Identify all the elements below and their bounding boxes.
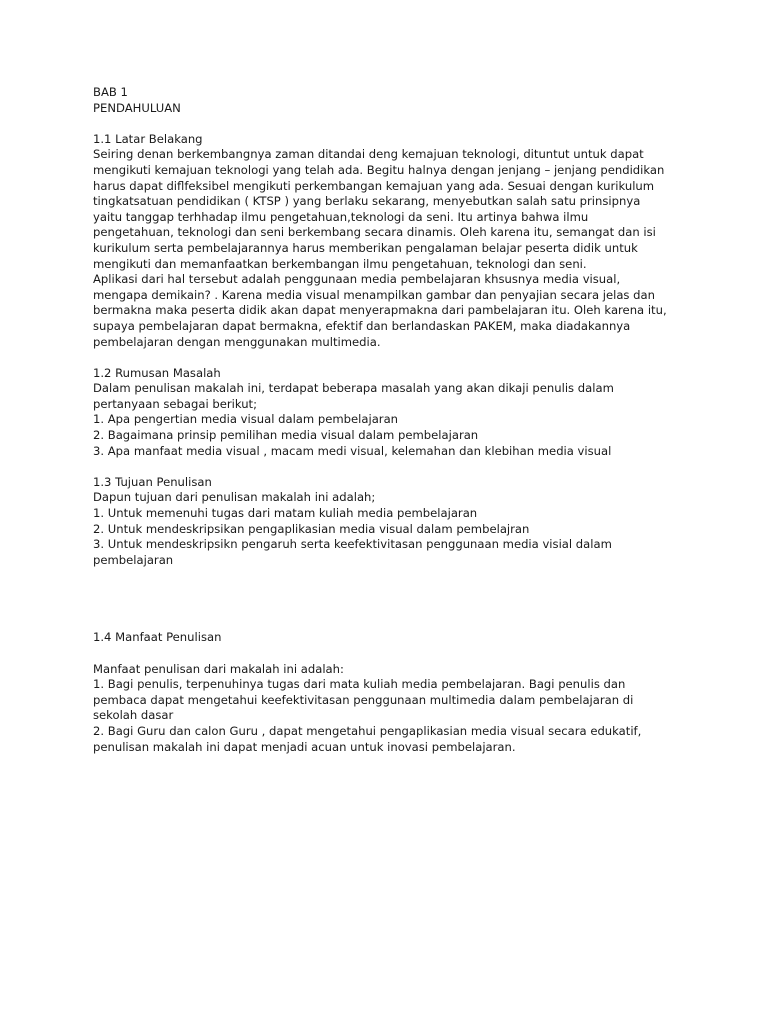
chapter-number: BAB 1 <box>93 85 128 99</box>
paragraph-line: mengikuti dan memanfaatkan berkembangan ilmu pengetahuan, teknologi dan seni. <box>93 256 587 271</box>
paragraph-line: kurikulum serta pembelajarannya harus memberikan pengalaman belajar peserta didik untuk <box>93 240 638 255</box>
section-heading-tujuan-penulisan: 1.3 Tujuan Penulisan <box>93 474 212 489</box>
list-item: 1. Untuk memenuhi tugas dari matam kuliah media pembelajaran <box>93 506 478 521</box>
paragraph-line: pembelajaran dengan menggunakan multimedia. <box>93 334 381 349</box>
list-item: 2. Bagi Guru dan calon Guru , dapat mengetahui pengaplikasian media visual secara edukatif, <box>93 723 642 738</box>
paragraph-line: Manfaat penulisan dari makalah ini adalah: <box>93 661 344 676</box>
paragraph-line: pengetahuan, teknologi dan seni berkembang secara dinamis. Oleh karena itu, semangat dan isi <box>93 225 656 240</box>
paragraph-line: Seiring denan berkembangnya zaman ditandai deng kemajuan teknologi, dituntut untuk dapat <box>93 147 644 162</box>
paragraph-line: mengikuti kemajuan teknologi yang telah ada. Begitu halnya dengan jenjang – jenjang pendidikan <box>93 162 665 177</box>
paragraph-line: pertanyaan sebagai berikut; <box>93 396 258 411</box>
spacer <box>93 350 683 366</box>
list-item: 3. Untuk mendeskripsikn pengaruh serta keefektivitasan penggunaan media visial dalam <box>93 537 612 552</box>
paragraph-line: supaya pembelajaran dapat bermakna, efektif dan berlandaskan PAKEM, maka diadakannya <box>93 318 631 333</box>
spacer <box>93 116 683 132</box>
list-item: sekolah dasar <box>93 708 174 723</box>
paragraph-line: Dalam penulisan makalah ini, terdapat beberapa masalah yang akan dikaji penulis dalam <box>93 381 614 396</box>
list-item: pembelajaran <box>93 552 174 567</box>
list-item: 1. Apa pengertian media visual dalam pembelajaran <box>93 412 399 427</box>
spacer <box>93 459 683 475</box>
spacer <box>93 646 683 662</box>
section-heading-latar-belakang: 1.1 Latar Belakang <box>93 131 203 146</box>
paragraph-line: yaitu tanggap terhhadap ilmu pengetahuan,teknologi da seni. Itu artinya bahwa ilmu <box>93 209 589 224</box>
paragraph-line: bermakna maka peserta didik akan dapat menyerapmakna dari pambelajaran itu. Oleh karena itu, <box>93 303 667 318</box>
list-item: 2. Bagaimana prinsip pemilihan media visual dalam pembelajaran <box>93 428 479 443</box>
document-body <box>93 85 683 755</box>
list-item: 2. Untuk mendeskripsikan pengaplikasian media visual dalam pembelajran <box>93 521 530 536</box>
paragraph-line: harus dapat diflfeksibel mengikuti perkembangan kemajuan yang ada. Sesuai dengan kurikulum <box>93 178 655 193</box>
section-heading-rumusan-masalah: 1.2 Rumusan Masalah <box>93 365 221 380</box>
paragraph-line: mengapa demikain? . Karena media visual menampilkan gambar dan penyajian secara jelas dan <box>93 287 655 302</box>
paragraph-line: Dapun tujuan dari penulisan makalah ini adalah; <box>93 490 376 505</box>
list-item: 1. Bagi penulis, terpenuhinya tugas dari mata kuliah media pembelajaran. Bagi penulis dan <box>93 677 626 692</box>
paragraph-line: Aplikasi dari hal tersebut adalah penggunaan media pembelajaran khsusnya media visual, <box>93 272 621 287</box>
list-item: 3. Apa manfaat media visual , macam medi visual, kelemahan dan klebihan media visual <box>93 443 612 458</box>
paragraph-line: tingkatsatuan pendidikan ( KTSP ) yang berlaku sekarang, menyebutkan salah satu prinsipnya <box>93 194 641 209</box>
section-heading-manfaat-penulisan: 1.4 Manfaat Penulisan <box>93 630 222 645</box>
spacer <box>93 568 683 630</box>
list-item: pembaca dapat mengetahui keefektivitasan penggunaan multimedia dalam pembelajaran di <box>93 692 634 707</box>
list-item: penulisan makalah ini dapat menjadi acuan untuk inovasi pembelajaran. <box>93 739 516 754</box>
chapter-title: PENDAHULUAN <box>93 100 181 115</box>
